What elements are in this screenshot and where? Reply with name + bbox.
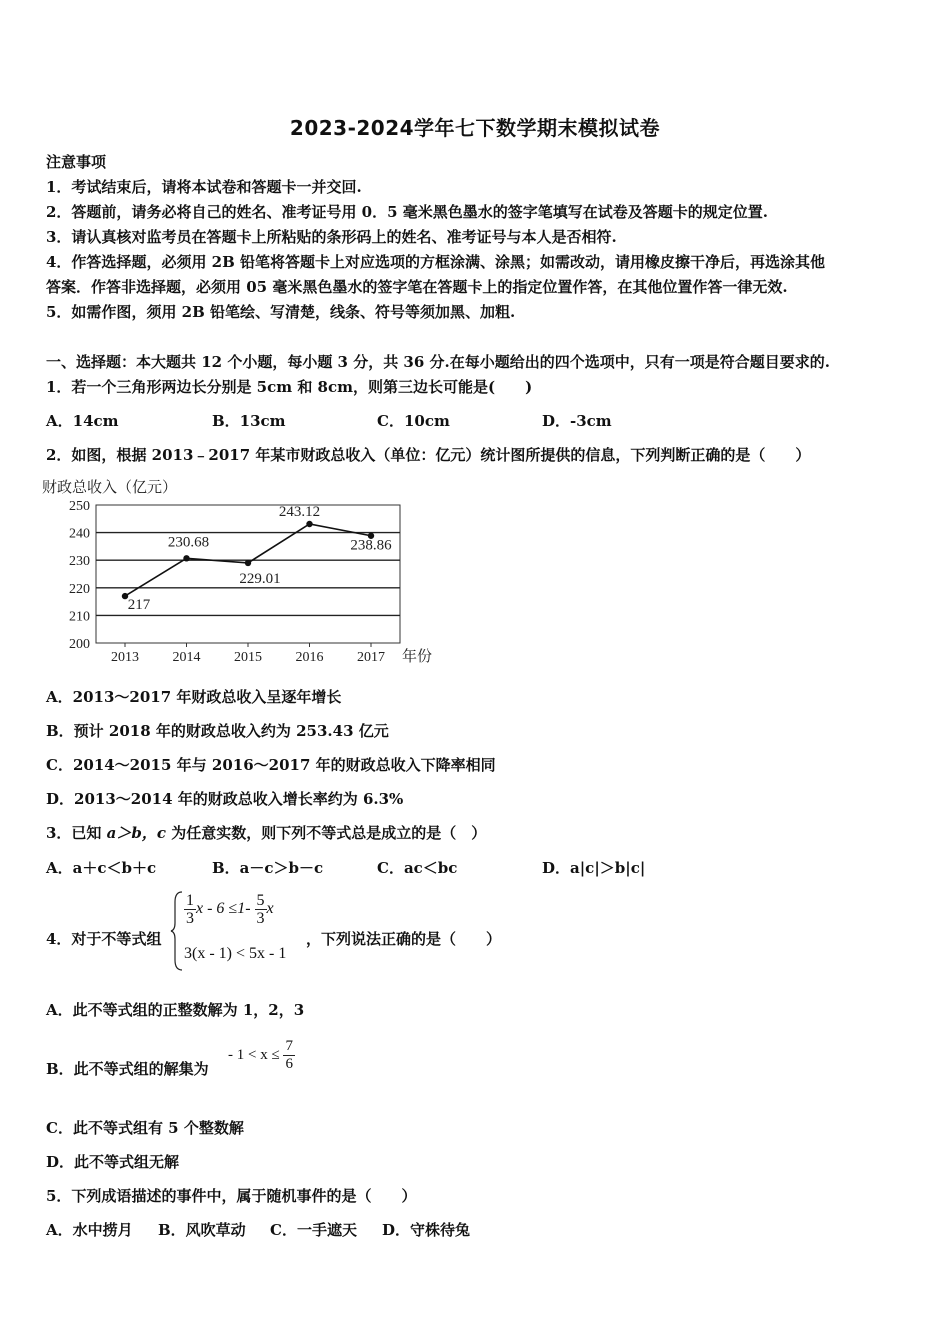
q4-frac-1-den: 3: [186, 910, 194, 927]
q4-ineq1-mid: x - 6 ≤1-: [196, 900, 251, 918]
chart-data-label: 217: [127, 597, 151, 614]
chart-ytick-label: 230: [69, 554, 90, 570]
q4-inequality-1: [184, 892, 274, 927]
q2-stem: 2．如图，根据 2013﹣2017 年某市财政总收入（单位：亿元）统计图所提供的信息，下列判断正确的是（ ）: [46, 446, 811, 464]
q5-stem: 5．下列成语描述的事件中，属于随机事件的是（ ）: [46, 1187, 417, 1205]
notice-item-1: 1．考试结束后，请将本试卷和答题卡一并交回.: [46, 178, 362, 196]
q5-options: [46, 1220, 470, 1240]
q1-option-d: D．-3cm: [542, 412, 612, 430]
chart-data-label: 229.01: [239, 570, 281, 587]
chart-xtick-label: 2017: [357, 650, 385, 665]
page-title: 2023-2024学年七下数学期末模拟试卷: [289, 116, 661, 140]
q4-frac-2-den: 3: [256, 910, 265, 927]
q3-option-a: A．a＋c＜b＋c: [46, 859, 157, 877]
notice-item-4: 4．作答选择题，必须用 2B 铅笔将答题卡上对应选项的方框涂满、涂黑；如需改动，请用橡皮擦干净后，再选涂其他: [46, 253, 826, 271]
q3-stem-prefix: 3．已知: [46, 824, 102, 842]
q5-option-b: B．风吹草动: [158, 1221, 246, 1239]
q5-option-c: C．一手遮天: [270, 1221, 357, 1239]
chart-ytick-label: 220: [69, 581, 90, 597]
q1-stem: 1．若一个三角形两边长分别是 5cm 和 8cm，则第三边长可能是( ): [46, 378, 533, 396]
q4-option-c: C．此不等式组有 5 个整数解: [46, 1119, 244, 1137]
q4-ineq1-end: x: [266, 900, 274, 918]
chart-point: [183, 555, 189, 561]
q4-option-d: D．此不等式组无解: [46, 1153, 180, 1171]
chart-yticks: [69, 499, 90, 652]
q3-option-b: B．a－c＞b－c: [212, 859, 324, 877]
q1-option-a: A．14cm: [46, 412, 119, 430]
chart-ylabel: 财政总收入（亿元）: [42, 478, 178, 496]
q3-stem: [46, 823, 486, 843]
q4-frac-1: [184, 892, 196, 927]
q4-stem-prefix: 4．对于不等式组: [46, 930, 162, 948]
notice-heading: 注意事项: [46, 153, 107, 171]
chart-point: [306, 521, 312, 527]
q3-stem-suffix: 为任意实数，则下列不等式总是成立的是（ ）: [171, 824, 487, 842]
section-heading: 一、选择题：本大题共 12 个小题，每小题 3 分，共 36 分.在每小题给出的四个选项中，只有一项是符合题目要求的.: [46, 353, 830, 371]
q2-option-c: C．2014～2015 年与 2016～2017 年的财政总收入下降率相同: [46, 756, 496, 774]
q5-option-d: D．守株待兔: [382, 1221, 471, 1239]
q1-option-c: C．10cm: [377, 412, 450, 430]
chart-xtick-label: 2013: [111, 650, 139, 665]
chart-point: [245, 560, 251, 566]
q2-option-d: D．2013～2014 年的财政总收入增长率约为 6.3%: [46, 790, 404, 808]
q3-option-d: D．a|c|＞b|c|: [542, 859, 646, 877]
chart-data-label: 243.12: [278, 503, 321, 520]
q3-stem-math: a＞b，c: [106, 824, 167, 842]
chart-xtick-label: 2014: [172, 650, 201, 665]
notice-item-4-cont: 答案．作答非选择题，必须用 05 毫米黑色墨水的签字笔在答题卡上的指定位置作答，在其他位置作答一律无效.: [46, 278, 788, 296]
q5-option-a: A．水中捞月: [46, 1221, 133, 1239]
q2-option-a: A．2013～2017 年财政总收入呈逐年增长: [46, 688, 342, 706]
q1-option-b: B．13cm: [212, 412, 286, 430]
q4-frac-2-num: 5: [256, 892, 265, 909]
notice-item-2: 2．答题前，请务必将自己的姓名、准考证号用 0．5 毫米黑色墨水的签字笔填写在试卷及答题卡的规定位置.: [46, 203, 768, 221]
q4-option-b-den: 6: [285, 1056, 293, 1072]
q3-option-c: C．ac＜bc: [377, 859, 458, 877]
chart-xtick-label: 2016: [295, 650, 324, 665]
chart-ytick-label: 200: [69, 637, 90, 652]
q4-frac-1-num: 1: [186, 892, 194, 909]
chart-ytick-label: 210: [69, 609, 90, 625]
chart-data-label: 230.68: [167, 534, 210, 551]
chart-data-label: 238.86: [350, 537, 392, 554]
q4-option-a: A．此不等式组的正整数解为 1，2，3: [46, 1001, 305, 1019]
notice-item-5: 5．如需作图，须用 2B 铅笔绘、写清楚，线条、符号等须加黑、加粗.: [46, 303, 516, 321]
revenue-line-chart: [40, 474, 450, 670]
q4-option-b-frac: [283, 1038, 295, 1073]
chart-data-labels: [128, 504, 392, 613]
chart-xlabel: 年份: [402, 647, 433, 665]
notice-item-3: 3．请认真核对监考员在答题卡上所粘贴的条形码上的姓名、准考证号与本人是否相符.: [46, 228, 617, 246]
q4-option-b-num: 7: [285, 1038, 293, 1054]
q1-options: [46, 411, 612, 431]
q2-option-b: B．预计 2018 年的财政总收入约为 253.43 亿元: [46, 722, 389, 740]
q4-option-b-math-prefix: - 1 < x ≤: [228, 1047, 280, 1063]
q4-option-b-math: [228, 1038, 295, 1073]
chart-xticks: [111, 643, 385, 665]
chart-xtick-label: 2015: [234, 650, 262, 665]
q4-brace-icon: [170, 890, 184, 972]
chart-ytick-label: 250: [69, 499, 90, 514]
q4-option-b: B．此不等式组的解集为: [46, 1060, 209, 1078]
q3-options: [46, 858, 645, 878]
q4-stem-suffix: ，下列说法正确的是（ ）: [306, 930, 502, 948]
chart-ytick-label: 240: [69, 526, 90, 542]
q4-frac-2: [255, 892, 267, 927]
q4-inequality-2: 3(x - 1) < 5x - 1: [184, 945, 287, 962]
